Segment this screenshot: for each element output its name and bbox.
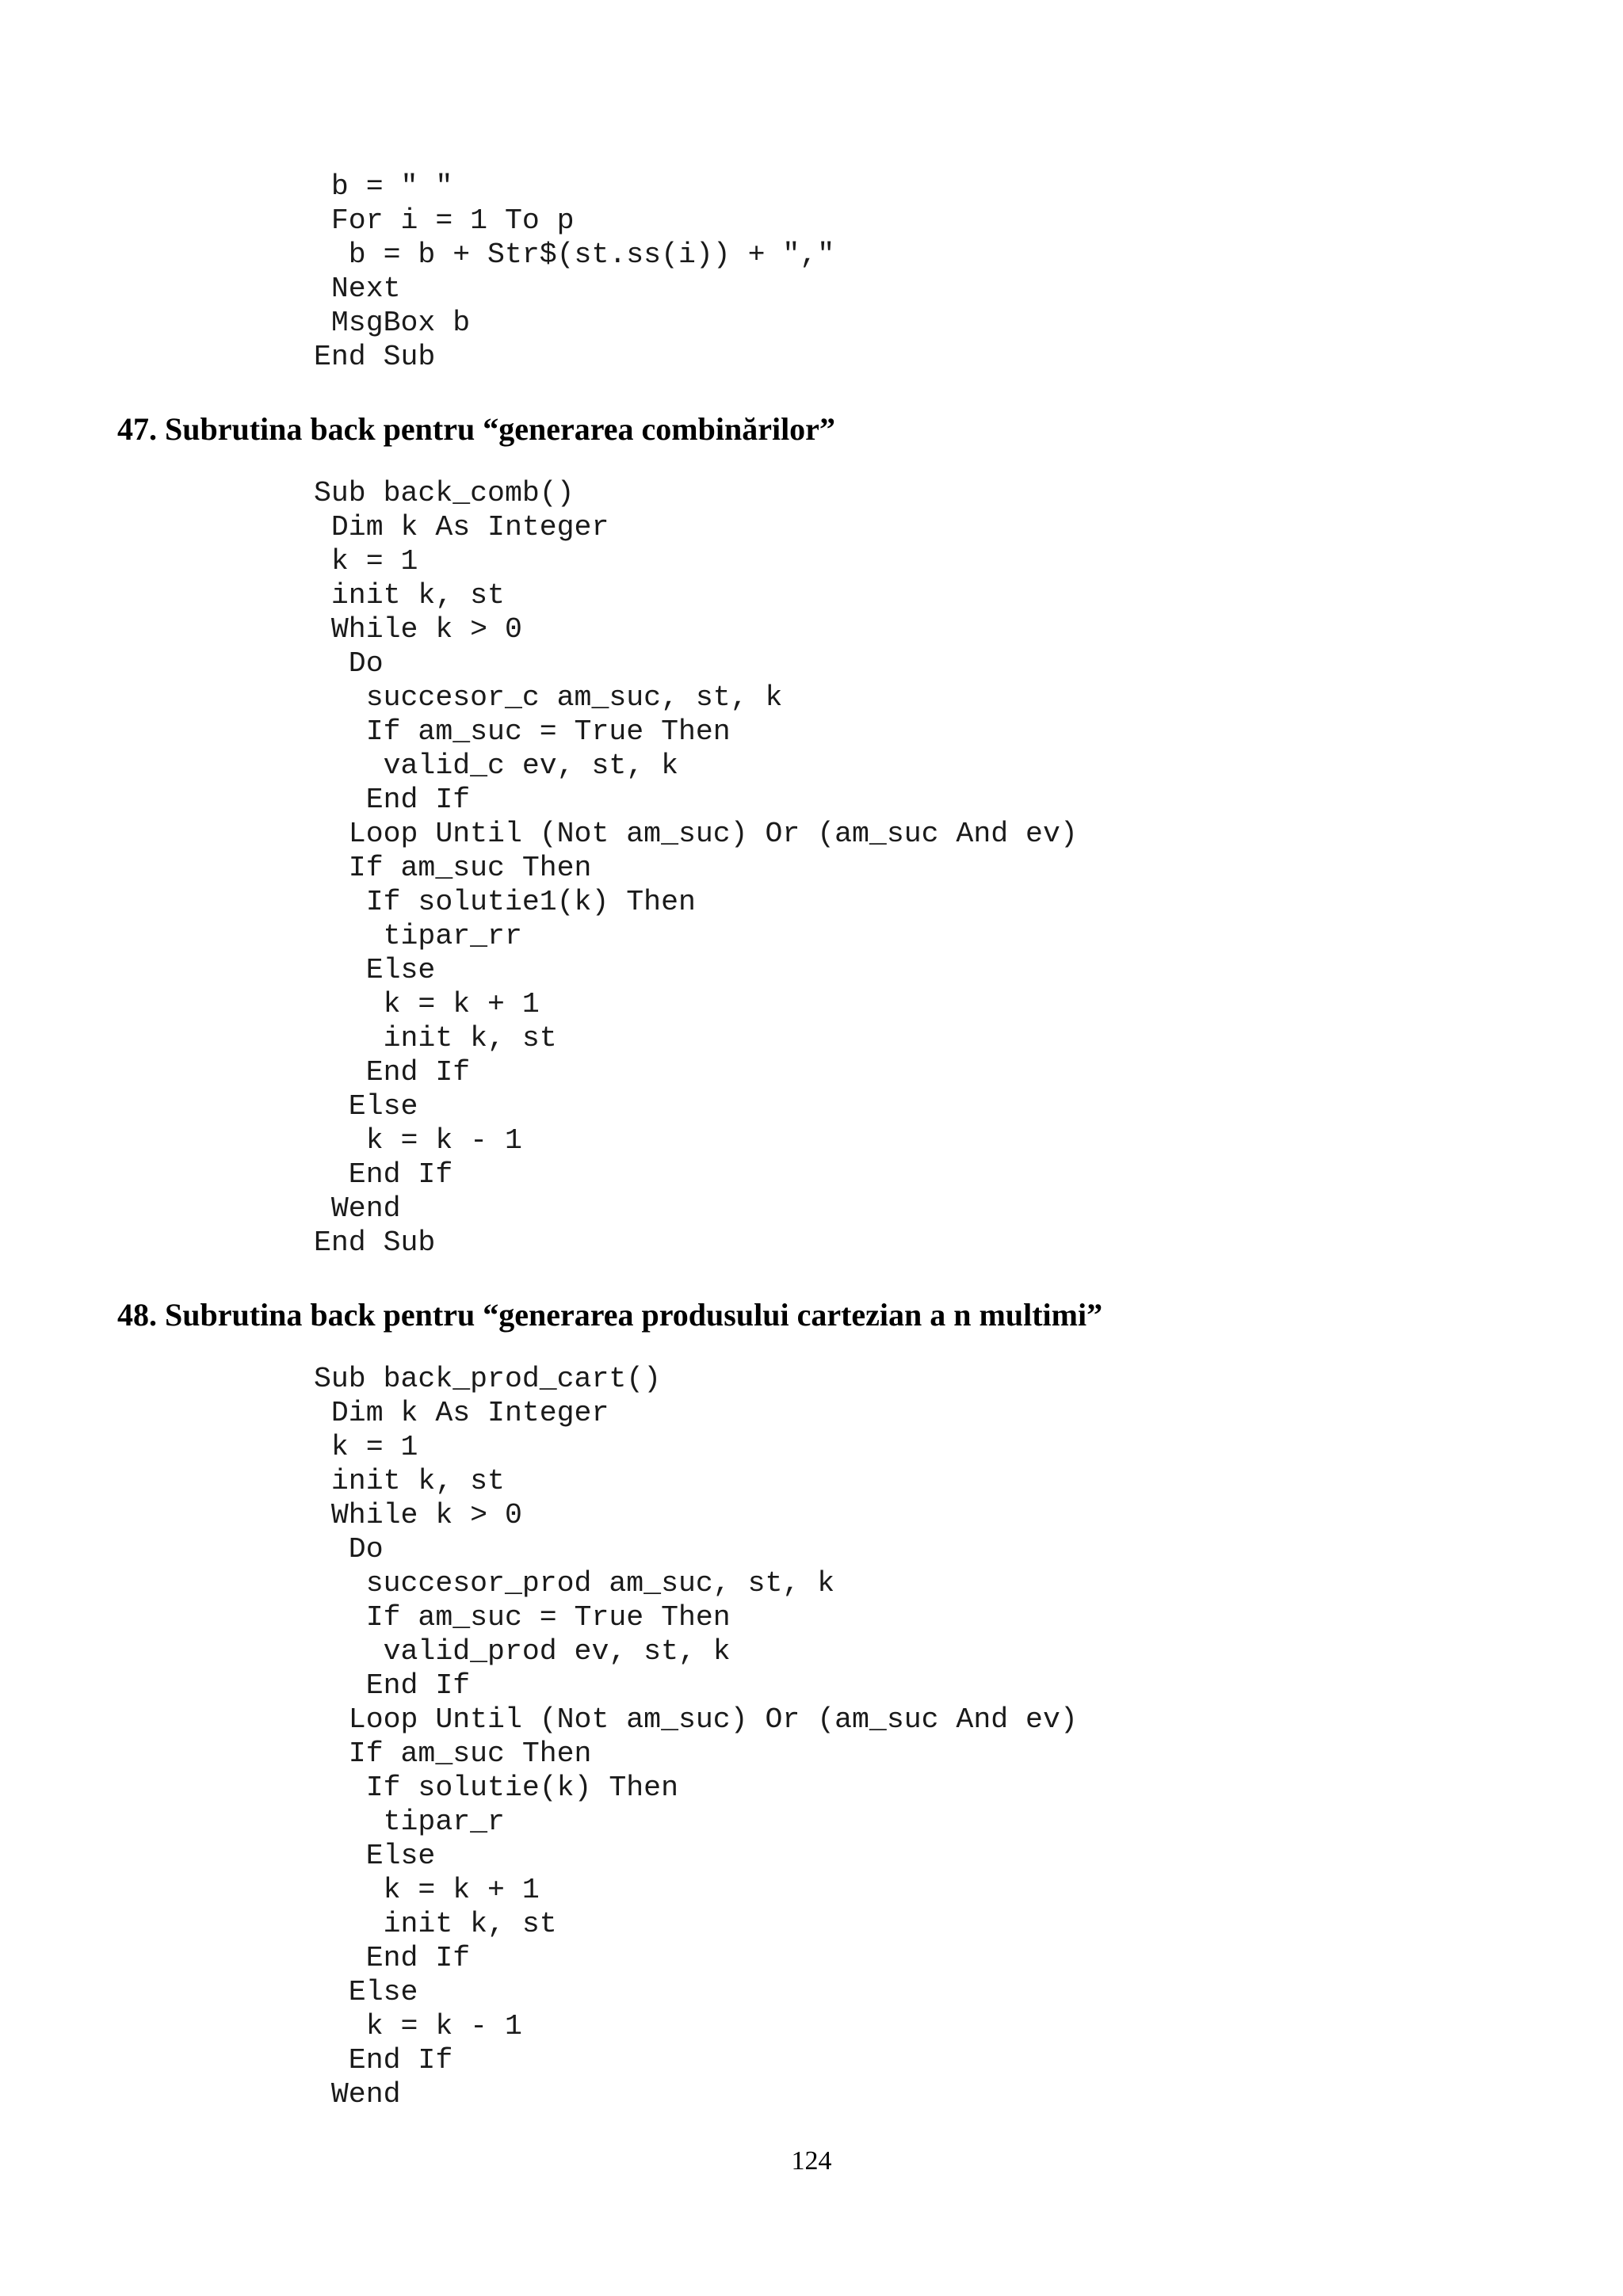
code-line: If solutie(k) Then xyxy=(314,1772,678,1804)
code-line: k = k + 1 xyxy=(314,1874,540,1906)
code-line: Sub back_comb() xyxy=(314,477,575,509)
section-48-heading: 48. Subrutina back pentru “generarea produsului cartezian a n multimi” xyxy=(117,1297,1103,1333)
code-line: End Sub xyxy=(314,341,436,373)
code-line: Else xyxy=(314,1976,418,2008)
code-line: Else xyxy=(314,1090,418,1123)
code-line: Do xyxy=(314,1533,384,1566)
code-line: succesor_c am_suc, st, k xyxy=(314,681,783,714)
code-line: k = 1 xyxy=(314,545,418,578)
code-line: Else xyxy=(314,1840,436,1872)
code-line: End If xyxy=(314,1056,471,1089)
code-line: If am_suc = True Then xyxy=(314,1601,731,1634)
code-line: valid_prod ev, st, k xyxy=(314,1635,731,1668)
code-block-back-prod-cart xyxy=(314,1362,1078,2111)
code-line: succesor_prod am_suc, st, k xyxy=(314,1567,835,1600)
code-line: If solutie1(k) Then xyxy=(314,886,696,918)
code-line: MsgBox b xyxy=(314,307,471,339)
code-line: tipar_r xyxy=(314,1806,505,1838)
code-line: Dim k As Integer xyxy=(314,511,609,543)
code-line: k = k - 1 xyxy=(314,1124,522,1157)
code-line: End If xyxy=(314,784,471,816)
code-line: init k, st xyxy=(314,579,505,612)
code-line: Loop Until (Not am_suc) Or (am_suc And ev) xyxy=(314,818,1078,850)
code-line: b = b + Str$(st.ss(i)) + "," xyxy=(314,238,835,271)
code-line: End If xyxy=(314,2044,453,2077)
code-line: If am_suc Then xyxy=(314,1737,592,1770)
code-line: k = k + 1 xyxy=(314,988,540,1020)
code-line: Do xyxy=(314,647,384,680)
code-line: init k, st xyxy=(314,1465,505,1497)
code-line: Dim k As Integer xyxy=(314,1397,609,1429)
page-number: 124 xyxy=(791,2146,832,2176)
code-line: End Sub xyxy=(314,1226,436,1259)
code-line: Loop Until (Not am_suc) Or (am_suc And ev) xyxy=(314,1703,1078,1736)
section-47-heading: 47. Subrutina back pentru “generarea combinărilor” xyxy=(117,411,835,447)
code-line: If am_suc Then xyxy=(314,852,592,884)
code-line: tipar_rr xyxy=(314,920,522,952)
code-line: Wend xyxy=(314,2078,401,2111)
code-line: End If xyxy=(314,1669,471,1702)
code-line: While k > 0 xyxy=(314,1499,522,1531)
code-line: End If xyxy=(314,1942,471,1974)
code-line: k = 1 xyxy=(314,1431,418,1463)
code-line: Else xyxy=(314,954,436,986)
code-line: While k > 0 xyxy=(314,613,522,646)
code-line: init k, st xyxy=(314,1022,557,1055)
code-line: Next xyxy=(314,273,401,305)
code-line: If am_suc = True Then xyxy=(314,715,731,748)
code-line: For i = 1 To p xyxy=(314,204,575,237)
code-block-tipar-end xyxy=(314,170,834,374)
code-line: valid_c ev, st, k xyxy=(314,749,678,782)
code-line: init k, st xyxy=(314,1908,557,1940)
code-line: Sub back_prod_cart() xyxy=(314,1363,662,1395)
code-line: End If xyxy=(314,1158,453,1191)
code-line: k = k - 1 xyxy=(314,2010,522,2042)
code-line: b = " " xyxy=(314,170,453,203)
code-line: Wend xyxy=(314,1192,401,1225)
code-block-back-comb xyxy=(314,476,1078,1260)
